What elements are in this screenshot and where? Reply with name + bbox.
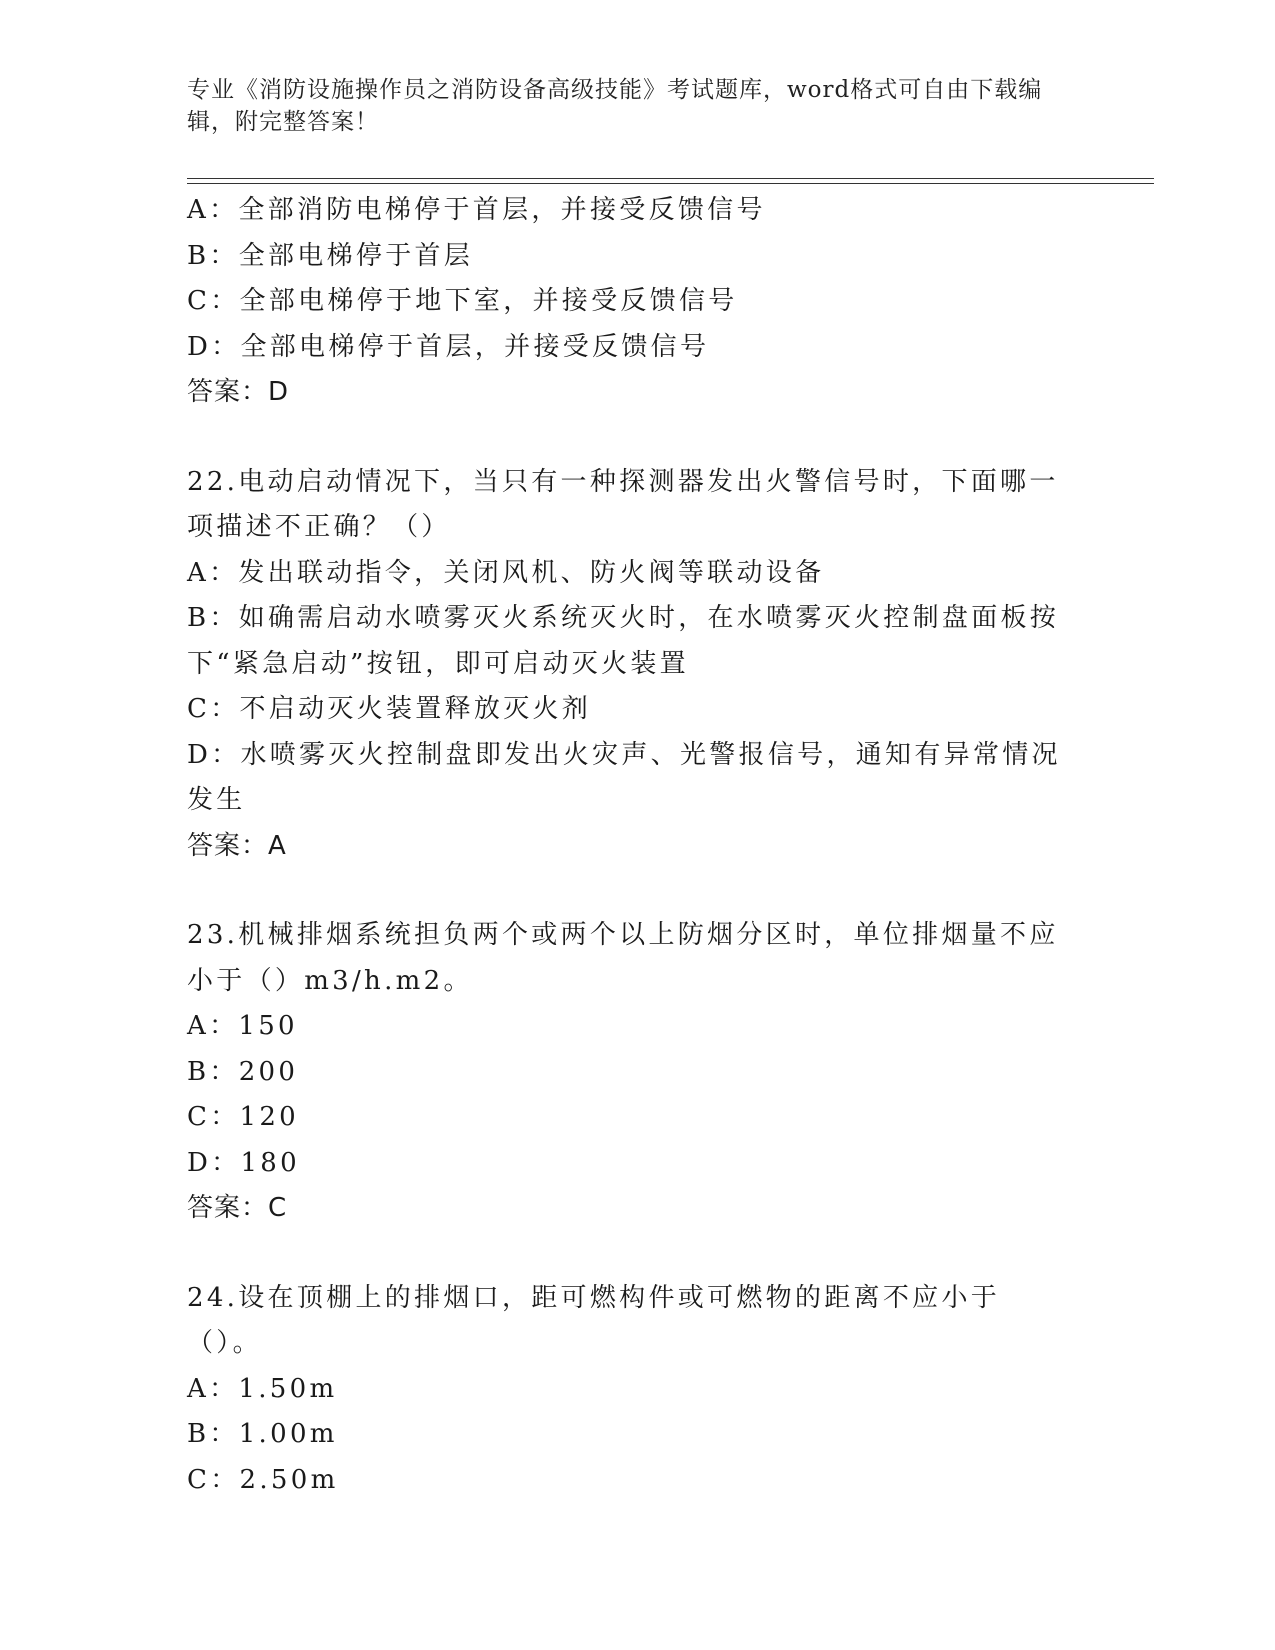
option-c: C：2.50m	[187, 1464, 339, 1495]
option-a: A：全部消防电梯停于首层，并接受反馈信号	[187, 195, 766, 225]
option-d: D：180	[187, 1147, 300, 1178]
spacer	[187, 416, 1067, 460]
question-list	[187, 188, 1067, 1503]
option-c: C：不启动灭火装置释放灭火剂	[187, 694, 592, 724]
option-b: B：全部电梯停于首层	[187, 240, 474, 271]
question-block-24	[187, 1276, 1067, 1504]
question-stem: 22.电动启动情况下，当只有一种探测器发出火警信号时，下面哪一项描述不正确？（）	[187, 466, 1059, 542]
spacer	[187, 869, 1067, 913]
question-stem: 24.设在顶棚上的排烟口，距可燃构件或可燃物的距离不应小于（）。	[187, 1282, 1001, 1358]
option-b: B：200	[187, 1056, 299, 1087]
header-divider-top	[187, 178, 1154, 179]
answer-line: 答案：C	[187, 1193, 288, 1223]
question-stem: 23.机械排烟系统担负两个或两个以上防烟分区时，单位排烟量不应小于（）m3/h.m2。	[187, 920, 1059, 996]
question-block-22	[187, 460, 1067, 870]
header-divider-bottom	[187, 183, 1154, 184]
question-block-prev	[187, 188, 1067, 416]
option-a: A：1.50m	[187, 1373, 338, 1404]
option-a: A：发出联动指令，关闭风机、防火阀等联动设备	[187, 557, 825, 588]
option-d: D：水喷雾灭火控制盘即发出火灾声、光警报信号，通知有异常情况发生	[187, 739, 1061, 815]
answer-line: 答案：D	[187, 377, 290, 407]
option-b: B：1.00m	[187, 1419, 338, 1449]
question-block-23	[187, 913, 1067, 1232]
option-b: B：如确需启动水喷雾灭火系统灭火时，在水喷雾灭火控制盘面板按下“紧急启动”按钮，即可启动灭火装置	[187, 603, 1060, 679]
answer-line: 答案：A	[187, 830, 287, 861]
option-c: C：120	[187, 1102, 300, 1132]
option-c: C：全部电梯停于地下室，并接受反馈信号	[187, 286, 738, 316]
option-d: D：全部电梯停于首层，并接受反馈信号	[187, 331, 710, 362]
spacer	[187, 1232, 1067, 1276]
page-header: 专业《消防设施操作员之消防设备高级技能》考试题库，word格式可自由下载编辑，附完整答案！	[187, 77, 1043, 135]
option-a: A：150	[187, 1011, 298, 1041]
